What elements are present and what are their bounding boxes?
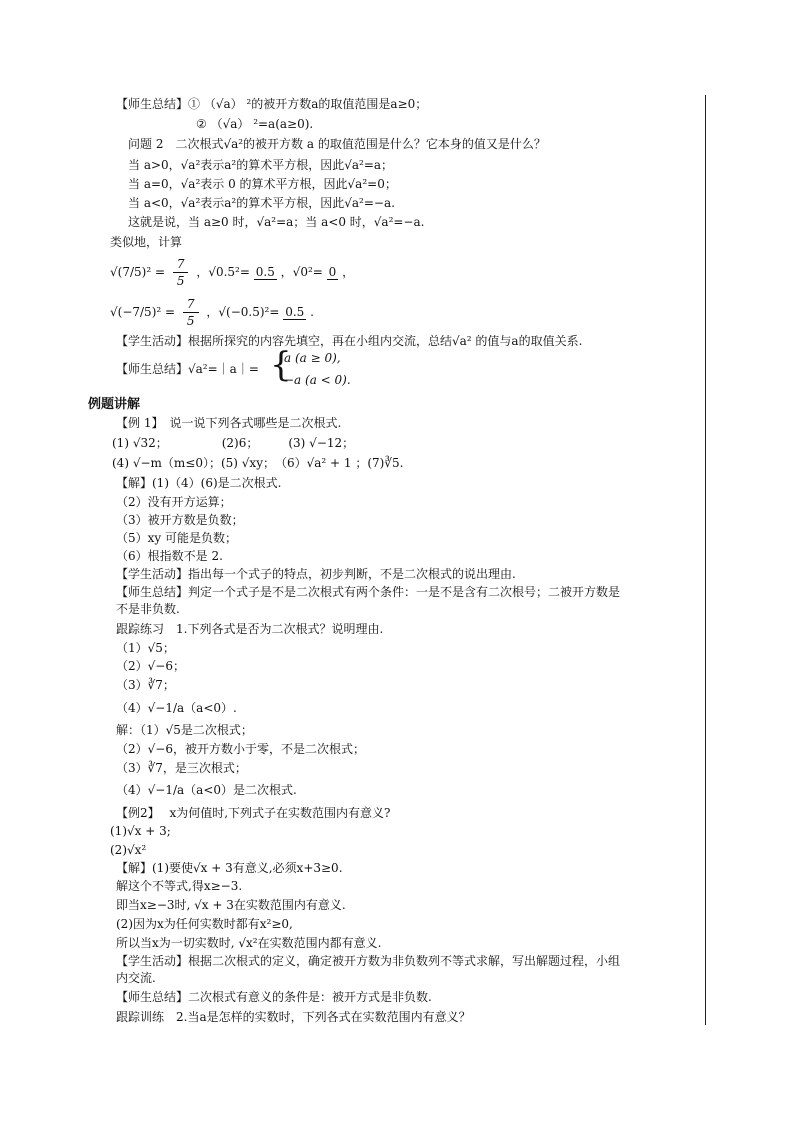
- text-line: （2）√−6，被开方数小于零，不是二次根式；: [116, 742, 365, 756]
- expr: .: [310, 305, 314, 319]
- expr: ，√(−0.5)²=: [206, 305, 280, 319]
- text-line: （1）√5；: [116, 641, 175, 655]
- case-line: −a (a < 0).: [284, 373, 351, 387]
- text-line: 类似地，计算: [110, 235, 183, 249]
- table-border-line: [705, 95, 706, 1025]
- text-line: 解这个不等式,得x≥−3.: [116, 879, 243, 893]
- calc-line-1: [110, 252, 354, 292]
- expr: ，√0²=: [280, 265, 323, 279]
- text-line: 问题 2 二次根式√a²的被开方数 a 的取值范围是什么？它本身的值又是什么？: [128, 137, 546, 151]
- calc-line-2: [110, 292, 314, 332]
- text-line: (1) √32； (2)6； (3) √−12；: [112, 436, 355, 450]
- text-line: 即当x≥−3时, √x + 3在实数范围内有意义.: [116, 898, 346, 912]
- text-line: 不是非负数.: [116, 602, 180, 616]
- text-line: 【例2】 x为何值时,下列式子在实数范围内有意义?: [116, 806, 391, 820]
- expr: ，: [342, 265, 355, 279]
- fraction: $\frac{7}{5}$: [173, 256, 189, 289]
- text-line: 【例 1】 说一说下列各式哪些是二次根式.: [116, 416, 342, 430]
- text-line: 【学生活动】根据二次根式的定义，确定被开方数为非负数列不等式求解，写出解题过程，小组: [116, 954, 621, 968]
- text-line: (2)√x²: [110, 843, 147, 857]
- text-line: 【师生总结】√a²=｜a｜=: [116, 362, 259, 376]
- text-line: 【学生活动】根据所探究的内容先填空，再在小组内交流，总结√a² 的值与a的取值关系.: [116, 334, 583, 348]
- text-line: （4）√−1/a（a<0）是二次根式.: [116, 783, 297, 797]
- text-line: ② （√a） ²=a(a≥0).: [196, 117, 314, 131]
- text-line: 内交流.: [116, 971, 156, 985]
- text-line: 跟踪训练 2.当a是怎样的实数时，下列各式在实数范围内有意义？: [116, 1010, 471, 1024]
- text-line: (4) √−m（m≤0）；(5) √xy； （6）√a² + 1 ；(7)∛5.: [112, 456, 404, 470]
- text-line: 当 a>0，√a²表示a²的算术平方根，因此√a²=a；: [128, 158, 394, 172]
- practice-heading: 跟踪练习 1.下列各式是否为二次根式？说明理由.: [116, 622, 384, 636]
- text-line: 【解】(1)（4）(6)是二次根式.: [116, 476, 282, 490]
- expr: ，√0.5²=: [196, 265, 250, 279]
- text-line: 当 a<0，√a²表示a²的算术平方根，因此√a²=−a.: [128, 196, 395, 210]
- text-line: （6）根指数不是 2.: [116, 549, 223, 563]
- text-line: 所以当x为一切实数时, √x²在实数范围内都有意义.: [116, 936, 382, 950]
- expr: √(7/5)² =: [110, 265, 166, 279]
- text-line: 【师生总结】二次根式有意义的条件是：被开方式是非负数.: [116, 990, 432, 1004]
- answer-blank: 0.5: [285, 305, 305, 319]
- answer-blank: 0: [328, 265, 337, 279]
- text-line: （3）被开方数是负数；: [116, 513, 244, 527]
- text-line: （2）没有开方运算；: [116, 495, 232, 509]
- text-line: (1)√x + 3;: [110, 824, 171, 838]
- text-line: 【师生总结】① （√a） ²的被开方数a的取值范围是a≥0；: [116, 97, 428, 111]
- text-line: 【学生活动】指出每一个式子的特点，初步判断，不是二次根式的说出理由.: [116, 567, 516, 581]
- answer-blank: 0.5: [255, 265, 275, 279]
- left-brace-icon: {: [270, 345, 292, 385]
- text-line: （3）∛7；: [116, 678, 175, 692]
- fraction: $\frac{7}{5}$: [183, 296, 199, 329]
- text-line: 【解】(1)要使√x + 3有意义,必须x+3≥0.: [116, 861, 343, 875]
- text-line: 解：（1）√5是二次根式；: [116, 723, 253, 737]
- text-line: 当 a=0，√a²表示 0 的算术平方根，因此√a²=0；: [128, 177, 397, 191]
- text-line: 这就是说，当 a≥0 时，√a²=a；当 a<0 时，√a²=−a.: [128, 215, 425, 229]
- case-line: a (a ≥ 0),: [284, 351, 341, 365]
- expr: √(−7/5)² =: [110, 305, 176, 319]
- text-line: 【师生总结】判定一个式子是不是二次根式有两个条件：一是不是含有二次根号；二被开方数是: [116, 585, 621, 599]
- text-line: （2）√−6；: [116, 659, 185, 673]
- text-line: （5）xy 可能是负数；: [116, 531, 237, 545]
- text-line: (2)因为x为任何实数时都有x²≥0,: [116, 917, 293, 931]
- section-heading: 例题讲解: [88, 397, 141, 412]
- text-line: （3）∛7，是三次根式；: [116, 761, 247, 775]
- text-line: （4）√−1/a（a<0）.: [116, 701, 237, 715]
